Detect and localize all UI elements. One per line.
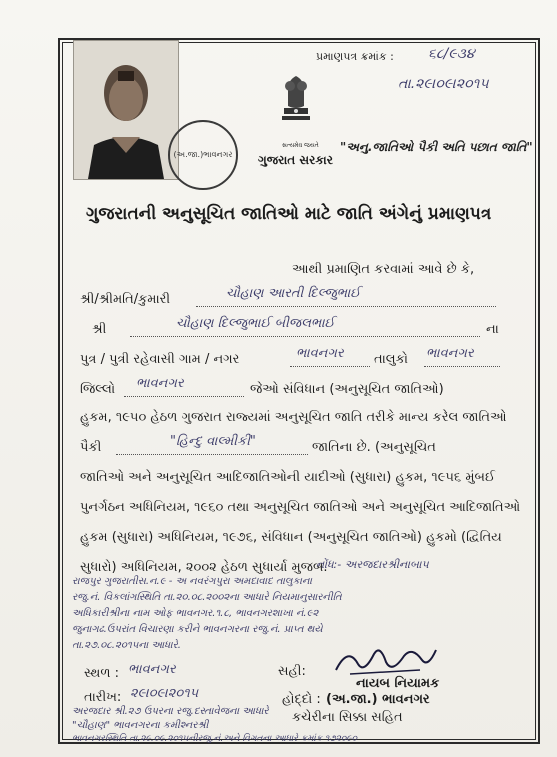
residence-label: પુત્ર / પુત્રી રહેવાસી ગામ / નગર: [80, 352, 240, 367]
note-line-6: તા.૨૭.૦૮.૨૦૧૫ના આધારે.: [72, 640, 181, 651]
district-suffix: જેઓ સંવિધાન (અનુસૂચિત જાતિઓ): [250, 382, 444, 397]
note-line-4: અધિકારીશ્રીના નામ ઓફ ભાવનગર.૧.૮, ભાવનગરશાખા નં.૯૨: [72, 608, 319, 619]
residence-line: [290, 366, 370, 367]
body-line-4: હુકમ (સુધારા) અધિનિયમ, ૧૯૭૬, સંવિધાન (અનુસૂચિત જાતિઓ) હુકમો (દ્વિતિય: [80, 530, 502, 545]
district-line: [124, 396, 244, 397]
body-line-3: પુનર્ગઠન અધિનિયમ, ૧૯૬૦ તથા અનુસૂચિત જાતિઓ અને અનુસૂચિત આદિજાતિઓ: [80, 500, 521, 515]
name-label: શ્રી/શ્રીમતિ/કુમારી: [80, 292, 171, 307]
signature-icon: [330, 640, 440, 680]
bottom-note-line-3: ભાવનગરસ્થિતિ તા.૨૯.૦૯.૨૦૧૫નીરજુ.નં.અને વિગતના આધારે ક્રમાંક ૧૭૨૦૯૦: [72, 734, 358, 744]
place-label: સ્થળ :: [84, 666, 120, 681]
taluka-line: [424, 366, 500, 367]
cert-no-label: પ્રમાણપત્ર ક્રમાંક :: [316, 50, 394, 63]
district-label: જિલ્લો: [80, 382, 116, 397]
father-value: ચૌહાણ દિલ્જુભાઈ બીજલભાઈ: [176, 316, 335, 331]
body-line-5: સુધારો) અધિનિયમ, ૨૦૦૨ હેઠળ સુધાર્યા મુજબ.: [80, 560, 328, 575]
father-label: શ્રી: [92, 322, 107, 337]
official-stamp: [168, 120, 238, 190]
cert-date: તા.૨૯।૦૯।૨૦૧૫: [398, 76, 489, 92]
caste-suffix: જાતિના છે. (અનુસૂચિત: [312, 440, 436, 455]
taluka-label: તાલુકો: [374, 352, 409, 367]
caste-line: [116, 454, 308, 455]
sign-label: સહી:: [278, 664, 306, 679]
name-value: ચૌહાણ આરતી દિલ્જુભાઈ: [226, 286, 361, 301]
residence-value: ભાવનગર: [296, 346, 344, 361]
body-line-2: જાતિઓ અને અનુસૂચિત આદિજાતિઓની યાદીઓ (સુધારા) હુકમ, ૧૯૫૬ મુંબઈ: [80, 470, 496, 485]
certificate-title: ગુજરાતની અનુસૂચિત જાતિઓ માટે જાતિ અંગેનું પ્રમાણપત્ર: [86, 204, 492, 224]
date-label: તારીખ:: [84, 690, 122, 705]
note-line-2: રાજપુર ગુજરાતીસ.ન.૯ - અ નવરંગપુરા અમદાવાદ તાલુકાના: [72, 576, 312, 587]
emblem-caption: સત્યમેવ જયતે: [282, 142, 319, 149]
intro-text: આથી પ્રમાણિત કરવામાં આવે છે કે,: [292, 262, 475, 277]
officer-title: નાયબ નિયામક: [356, 676, 440, 691]
father-line: [130, 336, 480, 337]
caste-value: "હિન્દુ વાલ્મીકી": [170, 434, 256, 449]
taluka-value: ભાવનગર: [426, 346, 474, 361]
note-line-1: નોંધ:- અરજદારશ્રીનાબાપ: [316, 558, 429, 571]
caste-label: પૈકી: [80, 440, 102, 455]
ashoka-emblem-icon: [274, 72, 318, 142]
post-label: હોદ્દો :: [282, 692, 321, 707]
district-value: ભાવનગર: [136, 376, 184, 391]
stamp-text: (અ.જા.)ભાવનગર: [173, 150, 233, 159]
bottom-note-line-2: "ચૌહાણ" ભાવનગરના કમીશ્નરશ્રી: [72, 720, 209, 731]
note-line-3: રજુ.નં. વિકલાંગસ્થિતિ તા.૨૦.૦૮.૨૦૦૨ના આધારે નિયમાનુસારનીતિ: [72, 592, 342, 603]
bottom-note-line-1: અરજદાર શ્રી.૨૭ ઉપરના રજુ.દસ્તાવેજના આધારે: [72, 706, 269, 717]
father-suffix: ના: [486, 322, 499, 337]
name-line: [196, 306, 496, 307]
post-value: (અ.જા.) ભાવનગર: [326, 692, 430, 707]
motto: "અનુ.જાતિઓ પૈકી અતિ પછાત જાતિ": [340, 140, 533, 154]
office-seal-label: કચેરીના સિક્કા સહિત: [292, 710, 403, 725]
applicant-photo: [73, 40, 179, 180]
footer-date-value: ૨૯।૦૯।૨૦૧૫: [130, 686, 199, 701]
place-value: ભાવનગર: [128, 662, 176, 677]
govt-label: ગુજરાત સરકાર: [258, 153, 333, 167]
note-line-5: જુનાગઢ.ઉપરાંત વિચારણા કરીને ભાવનગરના રજુ.નં. પ્રાપ્ત થયે: [72, 624, 323, 635]
body-line-1: હુકમ, ૧૯૫૦ હેઠળ ગુજરાત રાજ્યમાં અનુસૂચિત જાતિ તરીકે માન્ય કરેલ જાતિઓ: [80, 410, 507, 425]
cert-no-value: ૬૮/૯૩૪: [428, 46, 475, 62]
